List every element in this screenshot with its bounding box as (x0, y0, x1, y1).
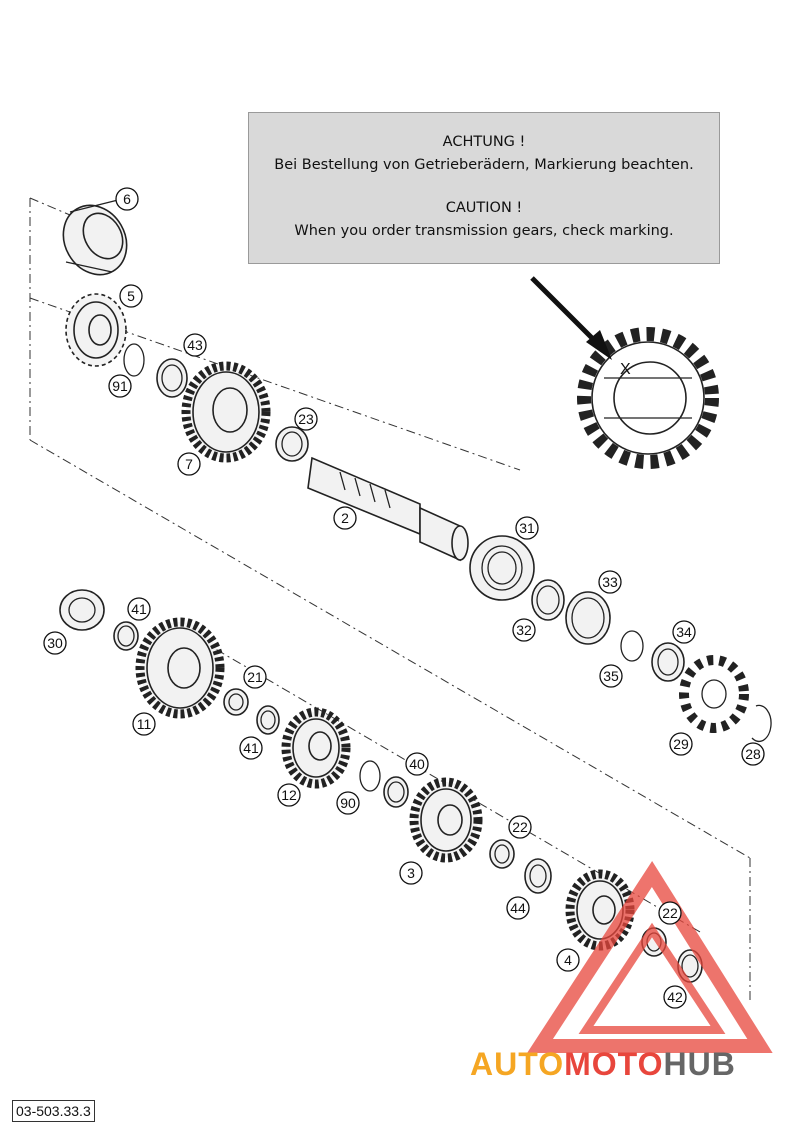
callout (673, 621, 695, 643)
diagram-part-number: 03-503.33.3 (12, 1100, 95, 1122)
callout (400, 862, 422, 884)
callout (406, 753, 428, 775)
callout (337, 792, 359, 814)
callout (278, 784, 300, 806)
callout (507, 897, 529, 919)
part-3-gear (414, 782, 478, 858)
part-32-washer (532, 580, 564, 620)
marking-arrow (532, 278, 612, 360)
svg-text:43: 43 (187, 337, 203, 353)
svg-text:44: 44 (510, 900, 526, 916)
callout (600, 665, 622, 687)
callout (742, 743, 764, 765)
callout (184, 334, 206, 356)
callout (557, 949, 579, 971)
part-33-seal (566, 592, 610, 644)
part-41-washer (114, 622, 138, 650)
svg-text:23: 23 (298, 411, 314, 427)
notice-en-title: CAUTION ! (445, 200, 523, 216)
callout (133, 713, 155, 735)
svg-text:29: 29 (673, 736, 689, 752)
callout (334, 507, 356, 529)
part-43-washer (157, 359, 187, 397)
callout (240, 737, 262, 759)
svg-text:32: 32 (516, 622, 532, 638)
svg-text:35: 35 (603, 668, 619, 684)
svg-text:3: 3 (407, 865, 415, 881)
callout (664, 986, 686, 1008)
callout (109, 375, 131, 397)
callout (120, 285, 142, 307)
svg-text:4: 4 (564, 952, 572, 968)
part-31-bearing (470, 536, 534, 600)
callout (128, 598, 150, 620)
part-40-washer (384, 777, 408, 807)
callout (178, 453, 200, 475)
callout (116, 188, 138, 210)
part-7-gear (186, 366, 266, 458)
svg-text:22: 22 (662, 905, 678, 921)
svg-text:41: 41 (243, 740, 259, 756)
part-23-bushing (276, 427, 308, 461)
callout (516, 517, 538, 539)
part-30-bearing (60, 590, 104, 630)
gear-marking-x: X (620, 361, 631, 378)
part-2-shaft (308, 458, 468, 560)
watermark-part-3: HUB (663, 1046, 736, 1082)
svg-text:40: 40 (409, 756, 425, 772)
notice-de-text: Bei Bestellung von Getrieberädern, Markierung beachten. (274, 157, 694, 173)
part-44-washer (525, 859, 551, 893)
part-90-circlip (360, 761, 380, 791)
svg-text:91: 91 (112, 378, 128, 394)
svg-text:33: 33 (602, 574, 618, 590)
watermark-part-2: MOTO (564, 1046, 664, 1082)
part-21-bushing (224, 689, 248, 715)
callout (670, 733, 692, 755)
svg-text:6: 6 (123, 191, 131, 207)
callout (244, 666, 266, 688)
svg-text:31: 31 (519, 520, 535, 536)
svg-text:7: 7 (185, 456, 193, 472)
caution-notice (248, 112, 720, 264)
svg-text:28: 28 (745, 746, 761, 762)
svg-text:2: 2 (341, 510, 349, 526)
part-34-spacer (652, 643, 684, 681)
svg-text:41: 41 (131, 601, 147, 617)
svg-text:34: 34 (676, 624, 692, 640)
svg-text:12: 12 (281, 787, 297, 803)
part-29-sprocket (684, 660, 744, 728)
svg-text:90: 90 (340, 795, 356, 811)
notice-en-text: When you order transmission gears, check marking. (294, 223, 674, 239)
callout (599, 571, 621, 593)
svg-text:30: 30 (47, 635, 63, 651)
part-22-bushing (490, 840, 514, 868)
svg-text:21: 21 (247, 669, 263, 685)
part-12-gear (286, 712, 346, 784)
part-28-circlip (752, 705, 771, 741)
notice-de-title: ACHTUNG ! (442, 134, 526, 150)
part-41-washer-2 (257, 706, 279, 734)
watermark-part-1: AUTO (470, 1046, 565, 1082)
svg-text:5: 5 (127, 288, 135, 304)
callout (509, 816, 531, 838)
svg-text:42: 42 (667, 989, 683, 1005)
watermark-text (470, 1046, 736, 1083)
callout (295, 408, 317, 430)
part-5-gear (66, 294, 126, 366)
callout (44, 632, 66, 654)
svg-text:22: 22 (512, 819, 528, 835)
callout (513, 619, 535, 641)
part-91-circlip (124, 344, 144, 376)
part-35-o-ring (621, 631, 643, 661)
callout (659, 902, 681, 924)
svg-text:11: 11 (136, 716, 152, 732)
part-11-gear (140, 622, 220, 714)
